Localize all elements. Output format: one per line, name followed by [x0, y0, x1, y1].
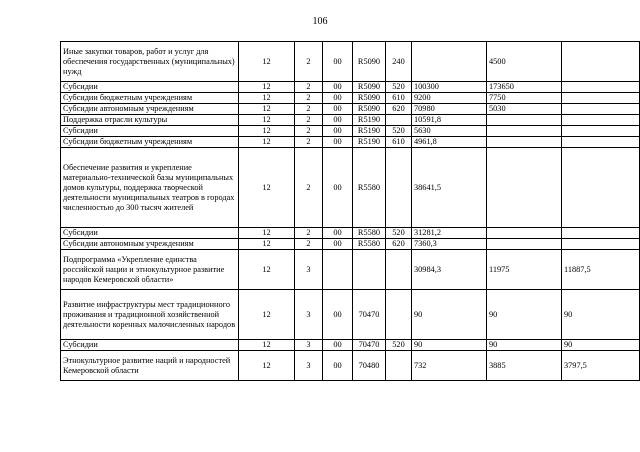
- cell-section: 12: [239, 93, 295, 104]
- cell-program: 00: [323, 115, 353, 126]
- table-row: [61, 137, 640, 148]
- table-row: [61, 82, 640, 93]
- row-name: Субсидии бюджетным учреждениям: [61, 137, 239, 148]
- cell-target: R5090: [353, 82, 386, 93]
- table-row: [61, 93, 640, 104]
- cell-program: 00: [323, 126, 353, 137]
- cell-section: 12: [239, 340, 295, 351]
- cell-value-1: 70980: [412, 104, 487, 115]
- row-name: Субсидии: [61, 228, 239, 239]
- cell-expense-type: [386, 115, 412, 126]
- cell-target: R5580: [353, 239, 386, 250]
- cell-expense-type: 610: [386, 93, 412, 104]
- table-row: [61, 239, 640, 250]
- cell-program: 00: [323, 340, 353, 351]
- cell-value-2: 7750: [487, 93, 562, 104]
- cell-program: 00: [323, 82, 353, 93]
- cell-target: R5090: [353, 42, 386, 82]
- cell-expense-type: [386, 250, 412, 290]
- cell-expense-type: 610: [386, 137, 412, 148]
- table-row: [61, 290, 640, 340]
- cell-section: 12: [239, 290, 295, 340]
- cell-program: 00: [323, 137, 353, 148]
- cell-subsection: 3: [295, 250, 323, 290]
- row-name: Субсидии бюджетным учреждениям: [61, 93, 239, 104]
- cell-target: [353, 250, 386, 290]
- cell-section: 12: [239, 42, 295, 82]
- cell-value-2: [487, 228, 562, 239]
- cell-section: 12: [239, 104, 295, 115]
- cell-value-3: 90: [562, 290, 640, 340]
- cell-target: R5190: [353, 115, 386, 126]
- cell-value-3: [562, 82, 640, 93]
- cell-value-2: [487, 239, 562, 250]
- cell-value-3: 3797,5: [562, 351, 640, 381]
- cell-value-3: [562, 42, 640, 82]
- row-name: Подпрограмма «Укрепление единства российской нации и этнокультурное развитие народов Кемеровской области»: [61, 250, 239, 290]
- table-row: [61, 126, 640, 137]
- cell-target: 70480: [353, 351, 386, 381]
- cell-value-2: 173650: [487, 82, 562, 93]
- cell-subsection: 2: [295, 115, 323, 126]
- cell-expense-type: 620: [386, 104, 412, 115]
- cell-value-2: 4500: [487, 42, 562, 82]
- cell-value-3: [562, 126, 640, 137]
- table-row: [61, 104, 640, 115]
- row-name: Иные закупки товаров, работ и услуг для обеспечения государственных (муниципальных) нужд: [61, 42, 239, 82]
- cell-value-1: 732: [412, 351, 487, 381]
- cell-program: 00: [323, 239, 353, 250]
- cell-program: 00: [323, 351, 353, 381]
- cell-section: 12: [239, 351, 295, 381]
- cell-value-3: [562, 148, 640, 228]
- cell-value-3: [562, 137, 640, 148]
- cell-target: R5090: [353, 93, 386, 104]
- cell-subsection: 3: [295, 351, 323, 381]
- cell-expense-type: 620: [386, 239, 412, 250]
- cell-section: 12: [239, 148, 295, 228]
- cell-expense-type: 240: [386, 42, 412, 82]
- cell-value-1: [412, 42, 487, 82]
- cell-section: 12: [239, 126, 295, 137]
- cell-section: 12: [239, 250, 295, 290]
- cell-value-3: [562, 115, 640, 126]
- cell-subsection: 2: [295, 137, 323, 148]
- cell-value-3: [562, 239, 640, 250]
- table-row: [61, 115, 640, 126]
- row-name: Субсидии автономным учреждениям: [61, 239, 239, 250]
- row-name: Субсидии: [61, 126, 239, 137]
- cell-value-1: 38641,5: [412, 148, 487, 228]
- cell-value-2: [487, 148, 562, 228]
- cell-value-1: 90: [412, 290, 487, 340]
- row-name: Поддержка отрасли культуры: [61, 115, 239, 126]
- cell-target: R5580: [353, 148, 386, 228]
- cell-value-1: 10591,8: [412, 115, 487, 126]
- cell-target: R5190: [353, 126, 386, 137]
- cell-expense-type: [386, 148, 412, 228]
- cell-program: 00: [323, 42, 353, 82]
- table-row: [61, 228, 640, 239]
- table-row: [61, 148, 640, 228]
- row-name: Развитие инфраструктуры мест традиционного проживания и традиционной хозяйственной деятельности коренных малочисленных народов: [61, 290, 239, 340]
- cell-value-3: 90: [562, 340, 640, 351]
- row-name: Обеспечение развития и укрепление материально-технической базы муниципальных домов культуры, поддержка творческой деятельности муниципальных театров в городах численностью до 300 тысяч жителей: [61, 148, 239, 228]
- cell-value-2: [487, 126, 562, 137]
- cell-value-1: 30984,3: [412, 250, 487, 290]
- cell-subsection: 2: [295, 126, 323, 137]
- cell-value-1: 7360,3: [412, 239, 487, 250]
- cell-subsection: 2: [295, 93, 323, 104]
- cell-value-1: 31281,2: [412, 228, 487, 239]
- cell-program: 00: [323, 228, 353, 239]
- cell-value-3: 11887,5: [562, 250, 640, 290]
- cell-value-2: [487, 137, 562, 148]
- cell-value-3: [562, 104, 640, 115]
- cell-value-1: 5630: [412, 126, 487, 137]
- cell-value-1: 90: [412, 340, 487, 351]
- cell-section: 12: [239, 137, 295, 148]
- cell-expense-type: 520: [386, 82, 412, 93]
- cell-program: 00: [323, 290, 353, 340]
- cell-expense-type: 520: [386, 340, 412, 351]
- cell-program: 00: [323, 148, 353, 228]
- page-number: 106: [312, 16, 328, 27]
- cell-program: 00: [323, 104, 353, 115]
- cell-value-2: 3885: [487, 351, 562, 381]
- cell-program: 00: [323, 93, 353, 104]
- row-name: Субсидии: [61, 82, 239, 93]
- table-row: [61, 351, 640, 381]
- cell-value-2: 90: [487, 290, 562, 340]
- cell-value-1: 100300: [412, 82, 487, 93]
- cell-value-2: [487, 115, 562, 126]
- cell-subsection: 3: [295, 290, 323, 340]
- cell-program: [323, 250, 353, 290]
- cell-value-3: [562, 93, 640, 104]
- cell-expense-type: 520: [386, 126, 412, 137]
- cell-target: R5190: [353, 137, 386, 148]
- cell-section: 12: [239, 228, 295, 239]
- cell-target: R5580: [353, 228, 386, 239]
- cell-subsection: 2: [295, 104, 323, 115]
- cell-target: R5090: [353, 104, 386, 115]
- row-name: Субсидии: [61, 340, 239, 351]
- row-name: Субсидии автономным учреждениям: [61, 104, 239, 115]
- cell-section: 12: [239, 115, 295, 126]
- cell-expense-type: [386, 290, 412, 340]
- table-row: [61, 42, 640, 82]
- cell-expense-type: [386, 351, 412, 381]
- cell-section: 12: [239, 82, 295, 93]
- cell-value-2: 5030: [487, 104, 562, 115]
- budget-table: [60, 41, 640, 381]
- cell-subsection: 2: [295, 42, 323, 82]
- cell-value-2: 90: [487, 340, 562, 351]
- cell-subsection: 2: [295, 82, 323, 93]
- row-name: Этнокультурное развитие наций и народностей Кемеровской области: [61, 351, 239, 381]
- cell-section: 12: [239, 239, 295, 250]
- cell-subsection: 2: [295, 228, 323, 239]
- cell-value-1: 4961,8: [412, 137, 487, 148]
- cell-subsection: 2: [295, 148, 323, 228]
- table-row: [61, 340, 640, 351]
- cell-subsection: 2: [295, 239, 323, 250]
- cell-expense-type: 520: [386, 228, 412, 239]
- cell-target: 70470: [353, 340, 386, 351]
- cell-value-2: 11975: [487, 250, 562, 290]
- cell-target: 70470: [353, 290, 386, 340]
- table-row: [61, 250, 640, 290]
- cell-value-1: 9200: [412, 93, 487, 104]
- cell-subsection: 3: [295, 340, 323, 351]
- cell-value-3: [562, 228, 640, 239]
